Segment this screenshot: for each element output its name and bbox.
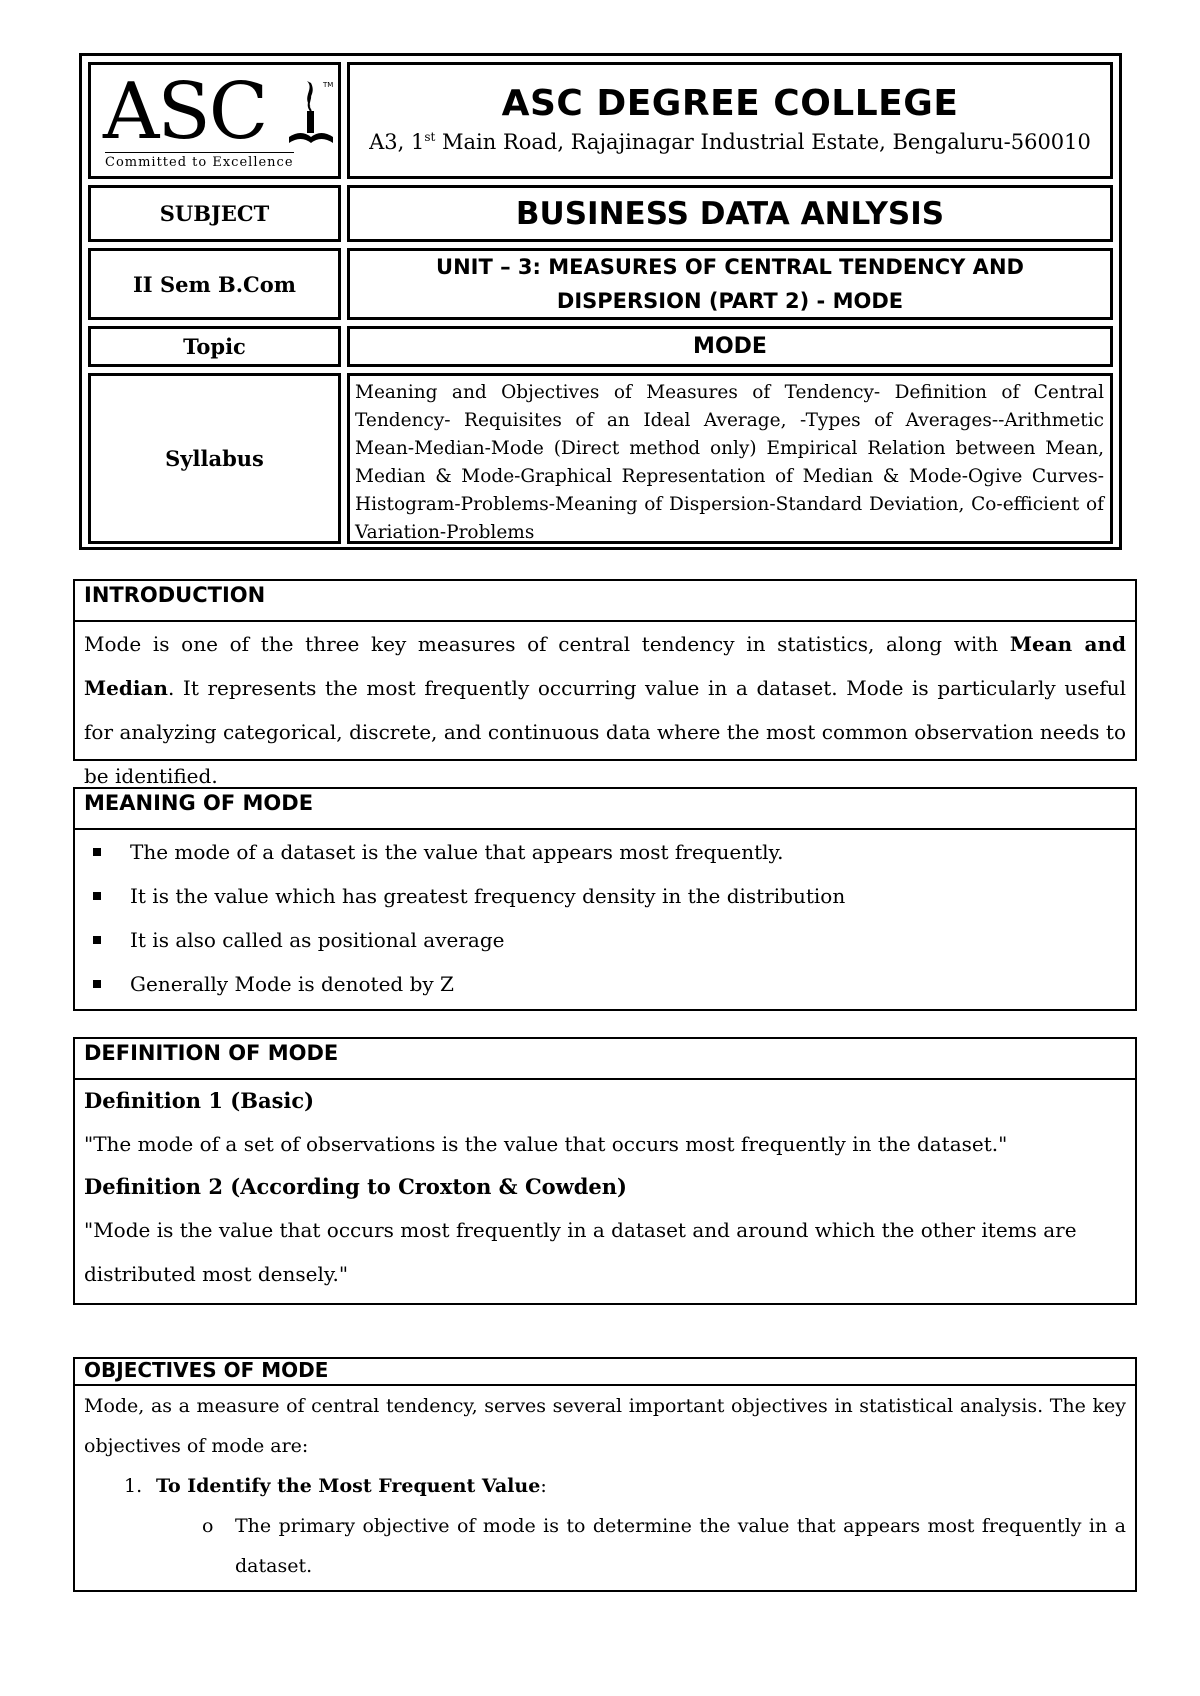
syllabus-label-cell [88,373,341,544]
introduction-heading: INTRODUCTION [75,581,1135,622]
introduction-text: Mode is one of the three key measures of central tendency in statistics, along with Mean and Median. It represents the most frequently occurring value in a dataset. Mode is particularly useful for analyzing categorical, discrete, and continuous data where the most common observation needs to be identified. [84,632,1126,788]
objective-item-1: 1. To Identify the Most Frequent Value: [84,1466,1126,1506]
semester-label: II Sem B.Com [132,271,297,297]
syllabus-value-cell [347,373,1113,544]
circle-bullet-icon: o [202,1515,214,1537]
list-item: Generally Mode is denoted by Z [75,962,1135,1006]
definition-1-text: "The mode of a set of observations is the value that occurs most frequently in the dataset." [84,1132,1008,1156]
objectives-section [73,1357,1137,1592]
list-item: It is also called as positional average [75,918,1135,962]
college-info-cell [347,62,1113,179]
topic-label: Topic [183,334,246,359]
college-address: A3, 1st Main Road, Rajajinagar Industrial Estate, Bengaluru-560010 [369,130,1091,154]
logo-tagline: Committed to Excellence [105,152,294,170]
svg-text:TM: TM [323,81,334,89]
unit-title: UNIT – 3: MEASURES OF CENTRAL TENDENCY AND DISPERSION (PART 2) - MODE [436,255,1024,313]
unit-cell [347,248,1113,320]
header-table [79,53,1122,550]
square-bullet-icon [93,936,101,944]
syllabus-label: Syllabus [165,446,264,471]
list-item: The mode of a dataset is the value that appears most frequently. [75,830,1135,874]
semester-cell [88,248,341,320]
definition-heading: DEFINITION OF MODE [75,1039,1135,1080]
topic-value: MODE [693,334,767,359]
square-bullet-icon [93,892,101,900]
objectives-heading: OBJECTIVES OF MODE [75,1359,1135,1386]
college-logo [88,62,341,179]
topic-value-cell [347,326,1113,367]
definition-body [75,1080,1135,1296]
objectives-body [75,1386,1135,1586]
definition-2-text: "Mode is the value that occurs most frequently in a dataset and around which the other items are distributed most densely." [84,1218,1077,1286]
logo-text: ASC [103,67,267,157]
definition-1-title: Definition 1 (Basic) [84,1088,315,1113]
definition-section [73,1037,1137,1305]
syllabus-text: Meaning and Objectives of Measures of Tendency- Definition of Central Tendency- Requisites of an Ideal Average, -Types of Averages--Arithmetic Mean-Median-Mode (Direct method only) Empirical Relation between Mean, Median & Mode-Graphical Representation of Median & Mode-Ogive Curves-Histogram-Problems-Meaning of Dispersion-Standard Deviation, Co-efficient of Variation-Problems [355,382,1104,543]
introduction-section [73,579,1137,788]
definition-2-title: Definition 2 (According to Croxton & Cowden) [84,1174,627,1199]
meaning-section [73,787,1137,1011]
college-name: ASC DEGREE COLLEGE [501,83,959,124]
subject-label: SUBJECT [159,201,270,226]
subject-value-cell [347,185,1113,242]
objective-item-number: 1. [124,1475,143,1497]
objectives-intro: Mode, as a measure of central tendency, serves several important objectives in statistical analysis. The key objectives of mode are: [84,1395,1126,1457]
objective-item-title: To Identify the Most Frequent Value [156,1475,541,1497]
meaning-heading: MEANING OF MODE [75,789,1135,830]
square-bullet-icon [93,848,101,856]
meaning-bullet-list [75,830,1135,1006]
subject-value: BUSINESS DATA ANLYSIS [515,195,945,232]
list-item: It is the value which has greatest frequency density in the distribution [75,874,1135,918]
square-bullet-icon [93,980,101,988]
subject-label-cell [88,185,341,242]
objective-sub-item: o The primary objective of mode is to determine the value that appears most frequently in a dataset. [84,1506,1126,1586]
topic-label-cell [88,326,341,367]
torch-book-emblem-icon [287,73,335,153]
